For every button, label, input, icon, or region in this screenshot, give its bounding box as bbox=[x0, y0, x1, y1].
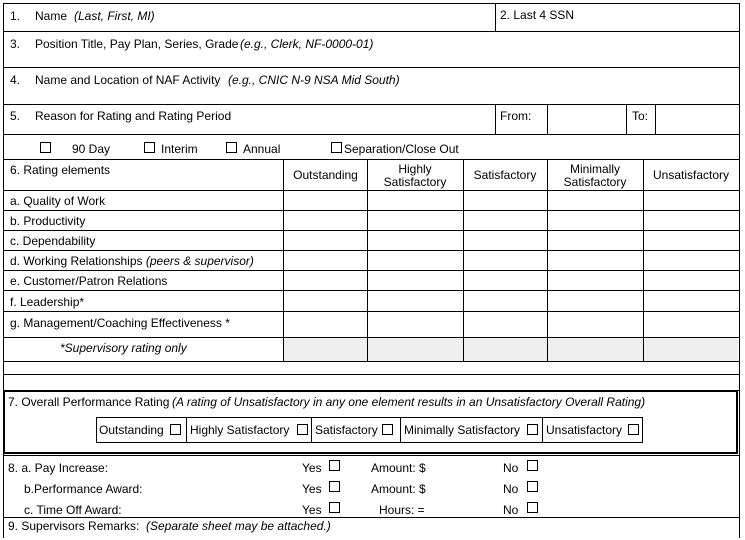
time-off-award-no-checkbox[interactable] bbox=[527, 502, 538, 513]
section1-label: Name bbox=[35, 9, 68, 23]
pay-increase-no-checkbox[interactable] bbox=[527, 460, 538, 471]
option-interim-checkbox[interactable] bbox=[144, 142, 155, 153]
from-date-field[interactable] bbox=[548, 106, 625, 133]
form-rule bbox=[3, 31, 740, 32]
ssn-field[interactable] bbox=[496, 4, 738, 30]
rating-elements-title: 6. Rating elements bbox=[10, 163, 111, 177]
form-rule bbox=[542, 417, 543, 443]
section5-number: 5. bbox=[10, 109, 21, 123]
form-rule bbox=[547, 159, 548, 361]
rating-cell-r0-c3[interactable] bbox=[548, 191, 643, 210]
overall-outstanding-label: Outstanding bbox=[99, 423, 164, 437]
time-off-award-no-label: No bbox=[503, 503, 519, 517]
overall-rating-label: 7. Overall Performance Rating bbox=[8, 395, 170, 409]
rating-cell-r5-c1[interactable] bbox=[368, 291, 463, 311]
option-annual-checkbox[interactable] bbox=[226, 142, 237, 153]
rating-cell-r0-c0[interactable] bbox=[284, 191, 367, 210]
supervisors-remarks-label: 9. Supervisors Remarks: bbox=[8, 519, 140, 533]
rating-cell-r2-c3[interactable] bbox=[548, 231, 643, 250]
overall-options-box bbox=[96, 417, 643, 443]
form-rule bbox=[3, 210, 740, 211]
form-rule bbox=[3, 337, 740, 338]
form-rule bbox=[283, 159, 284, 361]
overall-unsatisfactory-label: Unsatisfactory bbox=[546, 423, 623, 437]
form-rule bbox=[495, 104, 496, 134]
section1-hint: (Last, First, MI) bbox=[74, 9, 155, 23]
form-rule bbox=[3, 67, 740, 68]
column-outstanding: Outstanding bbox=[293, 168, 358, 182]
element-customer-relations: e. Customer/Patron Relations bbox=[10, 274, 168, 288]
rating-cell-r1-c3[interactable] bbox=[548, 211, 643, 230]
element-working-relationships: d. Working Relationships (peers & supervisor) bbox=[10, 254, 254, 268]
section4-number: 4. bbox=[10, 73, 21, 87]
time-off-award-yes-checkbox[interactable] bbox=[329, 502, 340, 513]
performance-award-no-label: No bbox=[503, 482, 519, 496]
overall-highly-satisfactory-label: Highly Satisfactory bbox=[190, 423, 290, 437]
rating-cell-r5-c0[interactable] bbox=[284, 291, 367, 311]
rating-cell-r6-c1[interactable] bbox=[368, 312, 463, 337]
ssn-label: 2. Last 4 SSN bbox=[500, 8, 575, 22]
pay-increase-yes-label: Yes bbox=[302, 461, 322, 475]
form-rule bbox=[186, 417, 187, 443]
performance-award-amount-field[interactable] bbox=[436, 478, 496, 496]
rating-cell-r1-c4[interactable] bbox=[644, 211, 739, 230]
option-annual-label: Annual bbox=[243, 142, 281, 156]
position-field[interactable] bbox=[4, 33, 738, 67]
name-field[interactable] bbox=[4, 4, 494, 30]
section3-label: Position Title, Pay Plan, Series, Grade bbox=[35, 37, 239, 51]
column-satisfactory: Satisfactory bbox=[473, 168, 537, 182]
rating-cell-r1-c0[interactable] bbox=[284, 211, 367, 230]
section4-hint: (e.g., CNIC N-9 NSA Mid South) bbox=[228, 73, 400, 87]
rating-cell-r6-c3[interactable] bbox=[548, 312, 643, 337]
form-rule bbox=[3, 455, 740, 456]
rating-cell-r1-c2[interactable] bbox=[464, 211, 547, 230]
form-rule bbox=[3, 230, 740, 231]
option-separation-label: Separation/Close Out bbox=[344, 142, 459, 156]
column-highly-satisfactory: Highly Satisfactory bbox=[383, 162, 447, 189]
rating-cell-r4-c4[interactable] bbox=[644, 271, 739, 290]
rating-cell-r2-c0[interactable] bbox=[284, 231, 367, 250]
element-quality-of-work: a. Quality of Work bbox=[10, 194, 106, 208]
overall-minimally-satisfactory-label: Minimally Satisfactory bbox=[404, 423, 521, 437]
column-minimally-satisfactory: Minimally Satisfactory bbox=[563, 162, 627, 189]
option-interim-label: Interim bbox=[161, 142, 198, 156]
supervisory-shaded-row bbox=[284, 337, 738, 361]
pay-increase-amount-label: Amount: $ bbox=[371, 461, 426, 475]
rating-cell-r6-c2[interactable] bbox=[464, 312, 547, 337]
form-rule bbox=[3, 250, 740, 251]
rating-cell-r6-c0[interactable] bbox=[284, 312, 367, 337]
form-rule bbox=[3, 290, 740, 291]
to-date-field[interactable] bbox=[656, 106, 738, 133]
rating-cell-r0-c1[interactable] bbox=[368, 191, 463, 210]
rating-cell-r1-c1[interactable] bbox=[368, 211, 463, 230]
rating-cell-r5-c3[interactable] bbox=[548, 291, 643, 311]
section3-hint: (e.g., Clerk, NF-0000-01) bbox=[240, 37, 374, 51]
activity-field[interactable] bbox=[4, 69, 738, 103]
rating-cell-r4-c3[interactable] bbox=[548, 271, 643, 290]
rating-cell-r5-c4[interactable] bbox=[644, 291, 739, 311]
rating-cell-r4-c2[interactable] bbox=[464, 271, 547, 290]
from-label: From: bbox=[500, 109, 532, 123]
option-90-day-checkbox[interactable] bbox=[40, 142, 51, 153]
overall-rating-hint: (A rating of Unsatisfactory in any one element results in an Unsatisfactory Overall Rating) bbox=[172, 395, 646, 409]
form-rule bbox=[643, 159, 644, 361]
rating-cell-r5-c2[interactable] bbox=[464, 291, 547, 311]
rating-cell-r6-c4[interactable] bbox=[644, 312, 739, 337]
performance-award-yes-label: Yes bbox=[302, 482, 322, 496]
supervisory-note: *Supervisory rating only bbox=[60, 341, 187, 355]
form-rule bbox=[626, 104, 627, 134]
rating-cell-r3-c1[interactable] bbox=[368, 251, 463, 270]
form-rule bbox=[3, 311, 740, 312]
supervisors-remarks-hint: (Separate sheet may be attached.) bbox=[146, 519, 331, 533]
rating-cell-r0-c4[interactable] bbox=[644, 191, 739, 210]
rating-cell-r0-c2[interactable] bbox=[464, 191, 547, 210]
element-leadership: f. Leadership* bbox=[10, 295, 85, 309]
rating-cell-r2-c4[interactable] bbox=[644, 231, 739, 250]
form-rule bbox=[3, 361, 740, 362]
form-rule bbox=[311, 417, 312, 443]
to-label: To: bbox=[632, 109, 649, 123]
form-rule bbox=[400, 417, 401, 443]
pay-increase-yes-checkbox[interactable] bbox=[329, 460, 340, 471]
performance-award-no-checkbox[interactable] bbox=[527, 481, 538, 492]
performance-award-label: b.Performance Award: bbox=[24, 482, 143, 496]
performance-award-amount-label: Amount: $ bbox=[371, 482, 426, 496]
section4-label: Name and Location of NAF Activity bbox=[35, 73, 221, 87]
form-rule bbox=[655, 104, 656, 134]
option-90-day-label: 90 Day bbox=[72, 142, 111, 156]
time-off-award-yes-label: Yes bbox=[302, 503, 322, 517]
pay-increase-label: 8. a. Pay Increase: bbox=[8, 461, 109, 475]
element-management-coaching: g. Management/Coaching Effectiveness * bbox=[10, 316, 230, 330]
section5-label: Reason for Rating and Rating Period bbox=[35, 109, 232, 123]
form-rule bbox=[3, 134, 740, 135]
rating-cell-r4-c0[interactable] bbox=[284, 271, 367, 290]
form-rule bbox=[3, 374, 740, 375]
rating-cell-r2-c1[interactable] bbox=[368, 231, 463, 250]
rating-cell-r3-c3[interactable] bbox=[548, 251, 643, 270]
section1-number: 1. bbox=[10, 9, 21, 23]
column-unsatisfactory: Unsatisfactory bbox=[652, 168, 730, 182]
time-off-award-label: c. Time Off Award: bbox=[24, 503, 122, 517]
form-rule bbox=[3, 104, 740, 105]
form-rule bbox=[367, 159, 368, 361]
rating-cell-r3-c4[interactable] bbox=[644, 251, 739, 270]
form-rule bbox=[495, 3, 496, 31]
supervisors-remarks-field[interactable] bbox=[4, 518, 738, 538]
rating-cell-r3-c2[interactable] bbox=[464, 251, 547, 270]
pay-increase-no-label: No bbox=[503, 461, 519, 475]
option-separation-checkbox[interactable] bbox=[331, 142, 342, 153]
form-rule bbox=[3, 3, 740, 4]
form-rule bbox=[3, 517, 740, 518]
element-productivity: b. Productivity bbox=[10, 214, 86, 228]
rating-cell-r2-c2[interactable] bbox=[464, 231, 547, 250]
form-rule bbox=[3, 190, 740, 191]
section3-number: 3. bbox=[10, 37, 21, 51]
pay-increase-amount-field[interactable] bbox=[436, 457, 496, 475]
time-off-award-hours-label: Hours: = bbox=[379, 503, 425, 517]
overall-satisfactory-label: Satisfactory bbox=[315, 423, 378, 437]
form-rule bbox=[3, 270, 740, 271]
element-dependability: c. Dependability bbox=[10, 234, 96, 248]
rating-cell-r4-c1[interactable] bbox=[368, 271, 463, 290]
form-rule bbox=[547, 104, 548, 134]
time-off-award-hours-field[interactable] bbox=[436, 499, 496, 517]
form-rule bbox=[463, 159, 464, 361]
performance-award-yes-checkbox[interactable] bbox=[329, 481, 340, 492]
rating-cell-r3-c0[interactable] bbox=[284, 251, 367, 270]
form-rule bbox=[3, 159, 740, 160]
